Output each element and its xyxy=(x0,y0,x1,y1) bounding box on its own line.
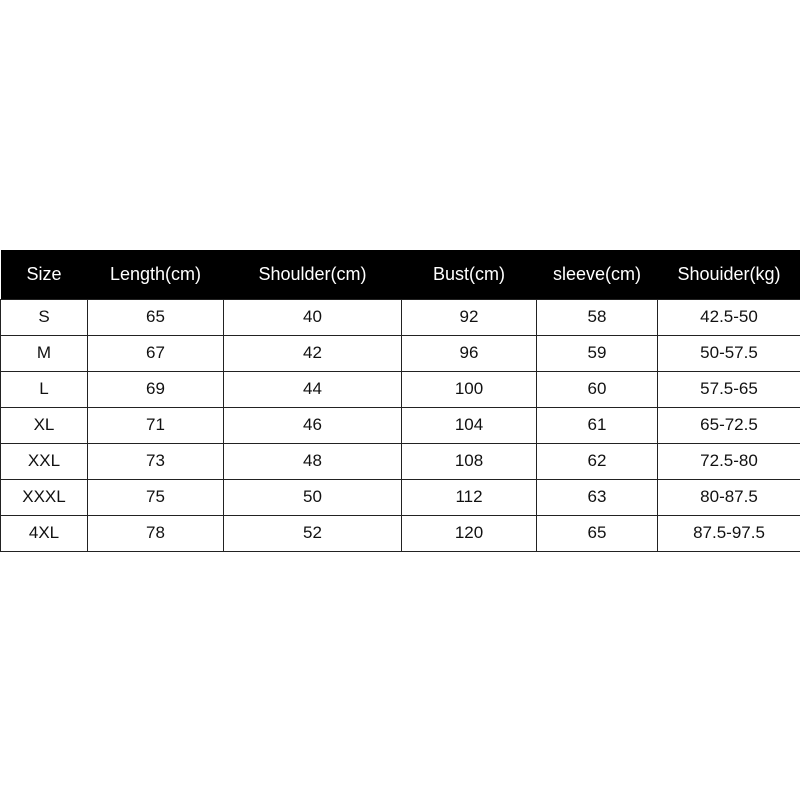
cell-weight: 57.5-65 xyxy=(658,371,800,407)
cell-length: 67 xyxy=(88,335,224,371)
table-row xyxy=(1,515,800,551)
header-size: Size xyxy=(26,263,62,284)
cell-bust: 112 xyxy=(402,479,537,515)
cell-bust: 92 xyxy=(402,299,537,335)
cell-length: 75 xyxy=(88,479,224,515)
cell-bust: 96 xyxy=(402,335,537,371)
table-row xyxy=(1,479,800,515)
cell-length: 65 xyxy=(88,299,224,335)
table-header-row xyxy=(1,250,800,299)
cell-weight: 87.5-97.5 xyxy=(658,515,800,551)
cell-shoulder: 42 xyxy=(224,335,402,371)
cell-sleeve: 61 xyxy=(537,407,658,443)
cell-length: 78 xyxy=(88,515,224,551)
cell-size: XXXL xyxy=(1,479,88,515)
cell-sleeve: 62 xyxy=(537,443,658,479)
cell-length: 73 xyxy=(88,443,224,479)
cell-size: L xyxy=(1,371,88,407)
cell-length: 71 xyxy=(88,407,224,443)
cell-sleeve: 58 xyxy=(537,299,658,335)
cell-size: XXL xyxy=(1,443,88,479)
size-chart-table xyxy=(0,250,800,552)
cell-size: XL xyxy=(1,407,88,443)
cell-bust: 104 xyxy=(402,407,537,443)
header-bust: Bust(cm) xyxy=(433,263,505,284)
cell-shoulder: 50 xyxy=(224,479,402,515)
cell-shoulder: 40 xyxy=(224,299,402,335)
cell-sleeve: 65 xyxy=(537,515,658,551)
cell-sleeve: 60 xyxy=(537,371,658,407)
header-length: Length(cm) xyxy=(109,263,202,284)
cell-shoulder: 48 xyxy=(224,443,402,479)
cell-size: S xyxy=(1,299,88,335)
cell-shoulder: 52 xyxy=(224,515,402,551)
cell-size: 4XL xyxy=(1,515,88,551)
cell-weight: 80-87.5 xyxy=(658,479,800,515)
header-weight: Shouider(kg) xyxy=(677,263,781,284)
cell-shoulder: 44 xyxy=(224,371,402,407)
cell-weight: 72.5-80 xyxy=(658,443,800,479)
cell-bust: 120 xyxy=(402,515,537,551)
header-sleeve: sleeve(cm) xyxy=(552,263,641,284)
cell-bust: 108 xyxy=(402,443,537,479)
table-row xyxy=(1,335,800,371)
cell-sleeve: 63 xyxy=(537,479,658,515)
cell-shoulder: 46 xyxy=(224,407,402,443)
header-shoulder: Shoulder(cm) xyxy=(258,263,367,284)
cell-weight: 42.5-50 xyxy=(658,299,800,335)
cell-weight: 65-72.5 xyxy=(658,407,800,443)
cell-weight: 50-57.5 xyxy=(658,335,800,371)
cell-sleeve: 59 xyxy=(537,335,658,371)
cell-length: 69 xyxy=(88,371,224,407)
table-row xyxy=(1,371,800,407)
table-row xyxy=(1,299,800,335)
cell-bust: 100 xyxy=(402,371,537,407)
table-row xyxy=(1,443,800,479)
cell-size: M xyxy=(1,335,88,371)
table-row xyxy=(1,407,800,443)
